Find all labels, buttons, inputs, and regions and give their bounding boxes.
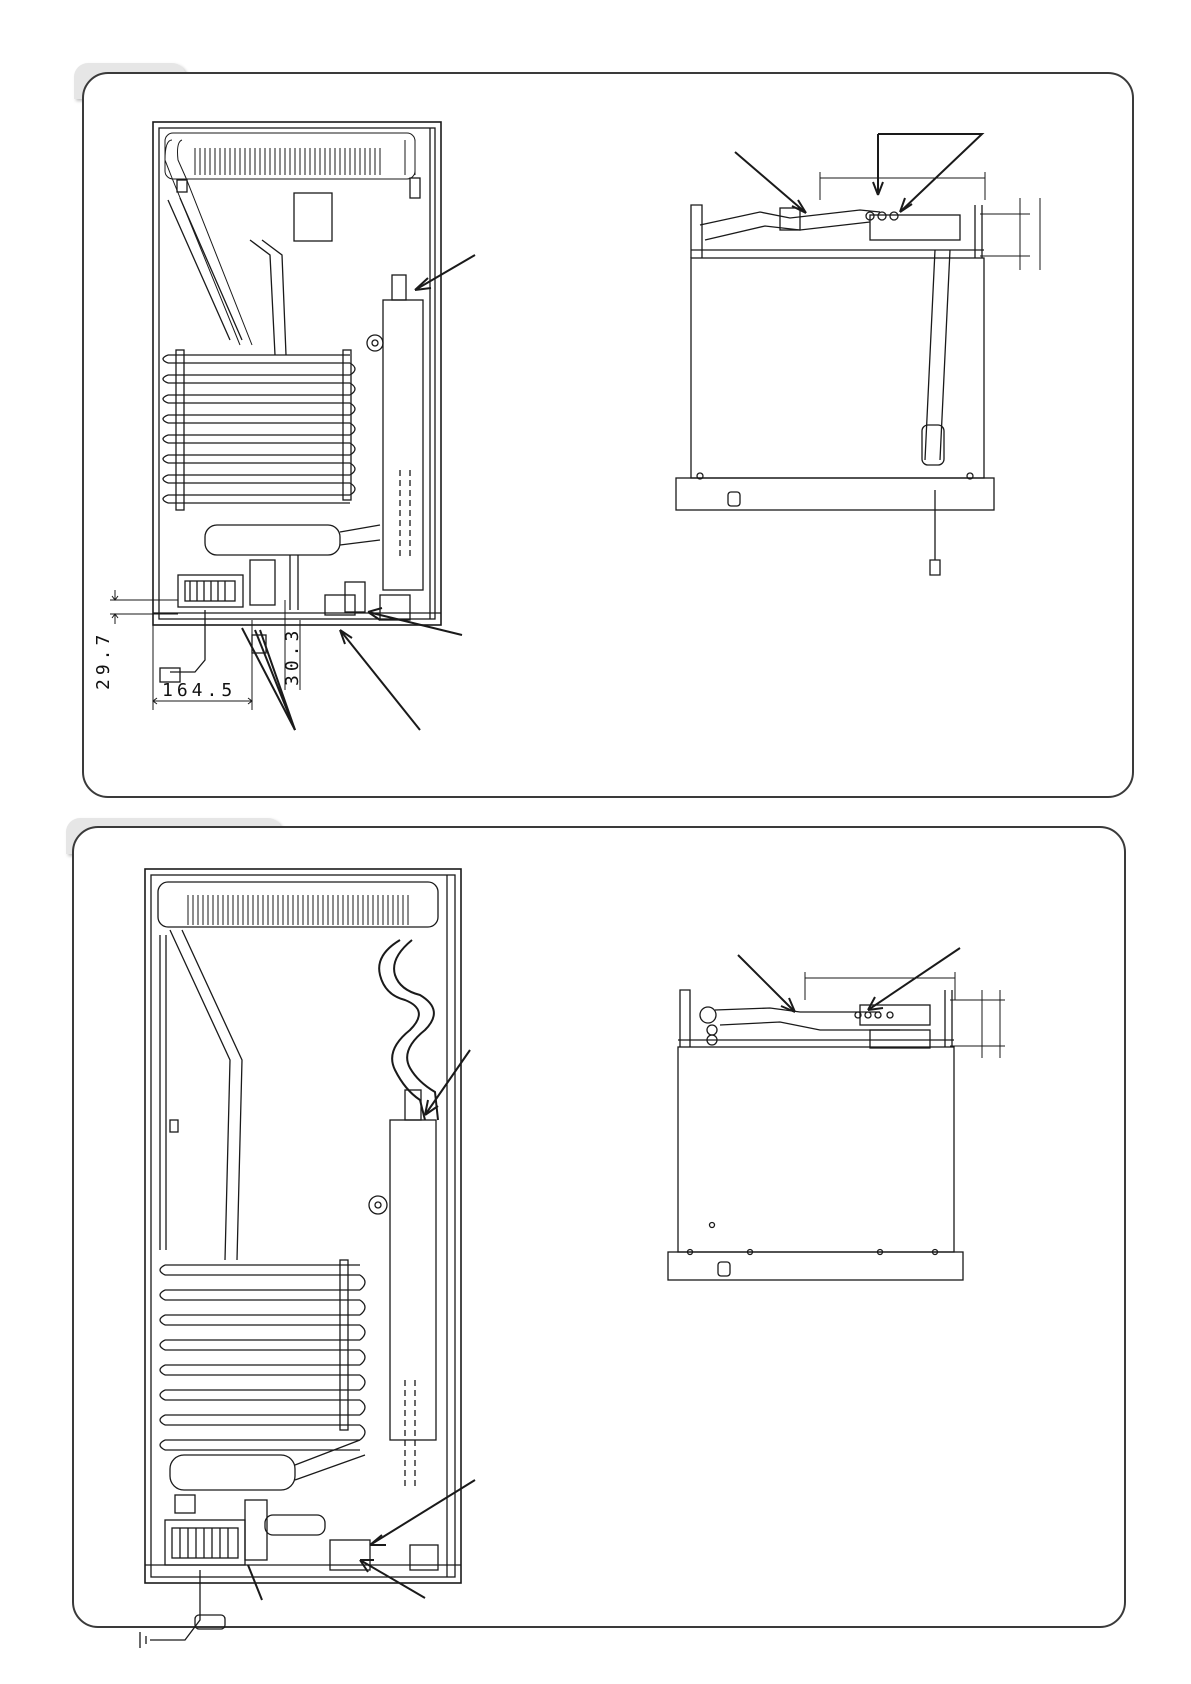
condenser-fins [165, 133, 415, 345]
dim-height-mid: 30.3 [282, 626, 303, 686]
callout-arrows-side-2 [738, 948, 960, 1012]
dim-width-bottom: 164.5 [162, 680, 237, 701]
side-view-unit-2 [668, 972, 1005, 1280]
side-view-unit-1 [676, 172, 1040, 575]
evaporator-coil-2 [160, 1260, 365, 1450]
reservoir [205, 525, 340, 555]
boiler-column [383, 300, 423, 590]
boiler-column-2 [390, 1120, 436, 1440]
rear-view-unit-1 [153, 122, 441, 682]
callout-arrows-1 [242, 255, 475, 730]
callout-arrows-side-1 [735, 134, 982, 213]
dim-height-left: 29.7 [93, 630, 114, 690]
rear-view-unit-2 [140, 869, 461, 1648]
reservoir-2 [170, 1455, 295, 1490]
evaporator-coil [163, 350, 355, 510]
